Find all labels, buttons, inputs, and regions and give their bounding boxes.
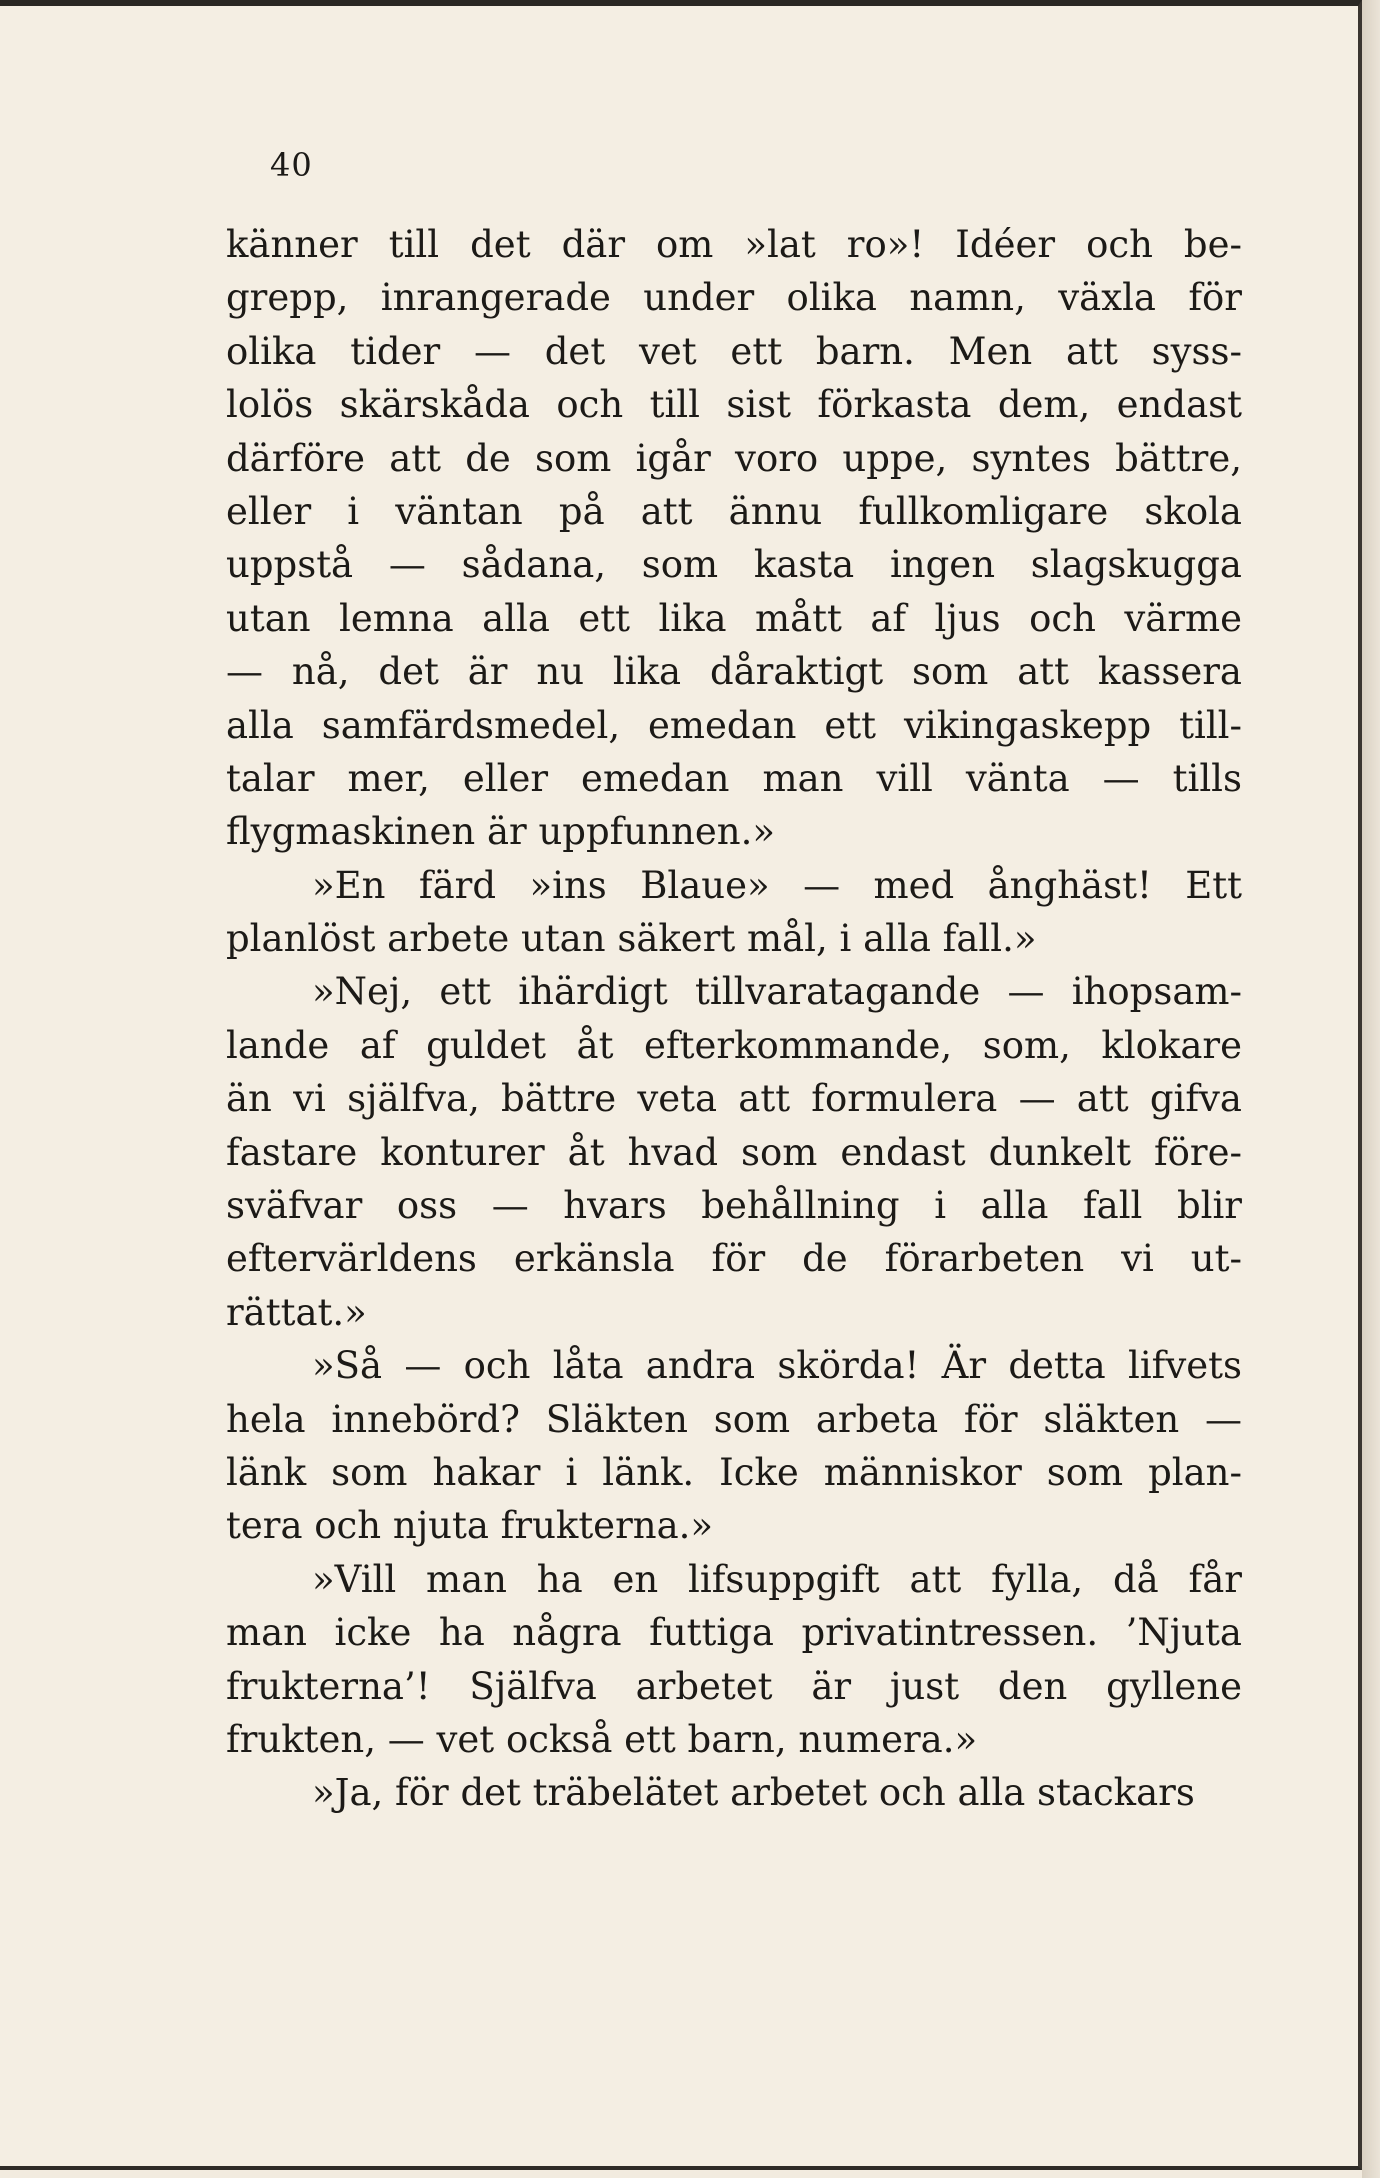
text-line: lolös skärskåda och till sist förkasta dem, endast <box>226 383 1242 427</box>
text-line: utan lemna alla ett lika mått af ljus och värme <box>226 596 1242 640</box>
text-line: fastare konturer åt hvad som endast dunkelt före- <box>226 1130 1242 1174</box>
page-number: 40 <box>270 146 313 184</box>
text-line: — nå, det är nu lika dåraktigt som att kassera <box>226 650 1242 694</box>
text-line: rättat.» <box>226 1290 367 1334</box>
text-line: »Så — och låta andra skörda! Är detta lifvets <box>312 1344 1242 1388</box>
page-edge-shadow <box>1362 0 1380 2178</box>
text-line: hela innebörd? Släkten som arbeta för släkten — <box>226 1397 1242 1441</box>
text-line: »En färd »ins Blaue» — med ånghäst! Ett <box>312 863 1242 907</box>
body-text <box>226 218 1242 1820</box>
text-line: planlöst arbete utan säkert mål, i alla fall.» <box>226 917 1037 961</box>
text-line: »Ja, för det träbelätet arbetet och alla stackars <box>312 1771 1195 1815</box>
paragraph <box>226 1339 1242 1553</box>
text-line: eller i väntan på att ännu fullkomligare skola <box>226 489 1242 533</box>
text-line: alla samfärdsmedel, emedan ett vikingaskepp till- <box>226 703 1242 747</box>
text-line: talar mer, eller emedan man vill vänta — tills <box>226 756 1242 800</box>
text-line: flygmaskinen är uppfunnen.» <box>226 810 775 854</box>
text-line: tera och njuta frukterna.» <box>226 1504 714 1548</box>
paragraph <box>226 1553 1242 1767</box>
text-line: sväfvar oss — hvars behållning i alla fall blir <box>226 1184 1242 1228</box>
text-line: än vi själfva, bättre veta att formulera — att gifva <box>226 1077 1242 1121</box>
paragraph <box>226 859 1242 966</box>
text-line: länk som hakar i länk. Icke människor som plan- <box>226 1450 1242 1494</box>
text-line: eftervärldens erkänsla för de förarbeten vi ut- <box>226 1237 1242 1281</box>
text-line: man icke ha några futtiga privatintressen. ’Njuta <box>226 1611 1242 1655</box>
paragraph <box>226 965 1242 1339</box>
text-line: uppstå — sådana, som kasta ingen slagskugga <box>226 543 1242 587</box>
text-line: lande af guldet åt efterkommande, som, klokare <box>226 1023 1242 1067</box>
text-line: grepp, inrangerade under olika namn, växla för <box>226 276 1242 320</box>
text-line: frukterna’! Själfva arbetet är just den gyllene <box>226 1664 1242 1708</box>
text-line: »Vill man ha en lifsuppgift att fylla, då får <box>312 1557 1242 1601</box>
text-line: frukten, — vet också ett barn, numera.» <box>226 1717 978 1761</box>
text-line: olika tider — det vet ett barn. Men att syss- <box>226 329 1242 373</box>
text-line: därföre att de som igår voro uppe, syntes bättre, <box>226 436 1242 480</box>
paragraph <box>226 218 1242 859</box>
paragraph <box>226 1766 1242 1819</box>
text-line: känner till det där om »lat ro»! Idéer och be- <box>226 223 1242 266</box>
text-line: »Nej, ett ihärdigt tillvaratagande — ihopsam- <box>312 970 1242 1014</box>
